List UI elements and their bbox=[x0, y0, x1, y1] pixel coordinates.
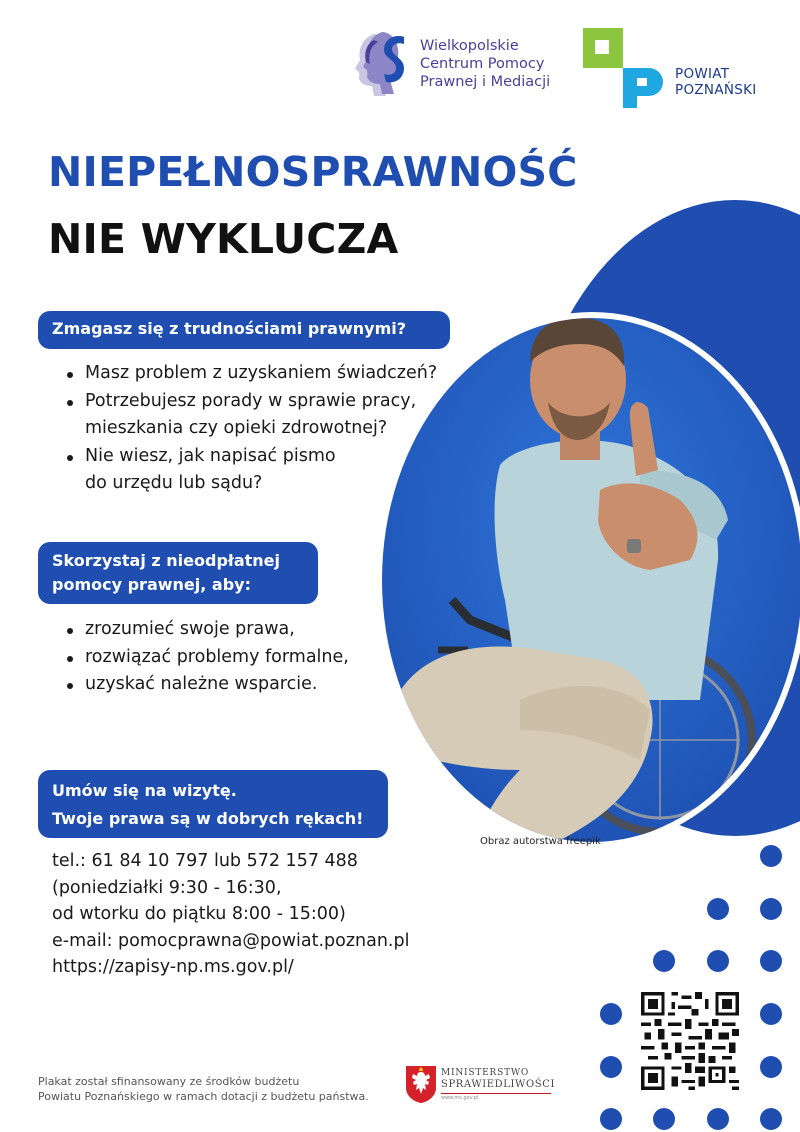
funding-line: Powiatu Poznańskiego w ramach dotacji z budżetu państwa. bbox=[38, 1090, 369, 1103]
headline-line-2: NIE WYKLUCZA bbox=[48, 215, 399, 263]
heading-line: Umów się na wizytę. bbox=[52, 781, 237, 800]
ministry-of-justice-logo bbox=[404, 1064, 564, 1104]
wcp-logo-line: Prawnej i Mediacji bbox=[420, 74, 551, 90]
contact-phone[interactable]: tel.: 61 84 10 797 lub 572 157 488 bbox=[52, 851, 358, 871]
list-item-text: Potrzebujesz porady w sprawie pracy, bbox=[85, 390, 417, 411]
headline-line-1: NIEPEŁNOSPRAWNOŚĆ bbox=[48, 148, 578, 196]
ministry-name-line: MINISTERSTWO bbox=[441, 1068, 530, 1078]
wcp-logo-line: Centrum Pomocy bbox=[420, 56, 545, 72]
list-item-text: Nie wiesz, jak napisać pismo bbox=[85, 445, 336, 466]
contact-booking-link[interactable]: https://zapisy-np.ms.gov.pl/ bbox=[52, 957, 294, 977]
funding-note bbox=[38, 1074, 369, 1104]
heading-line: Twoje prawa są w dobrych rękach! bbox=[52, 809, 364, 828]
list-item-text: Masz problem z uzyskaniem świadczeń? bbox=[85, 363, 438, 383]
heading-line: pomocy prawnej, aby: bbox=[52, 575, 251, 594]
contact-email[interactable]: e-mail: pomocprawna@powiat.poznan.pl bbox=[52, 930, 410, 951]
ministry-website: www.ms.gov.pl bbox=[441, 1095, 479, 1101]
powiat-logo-line: POZNAŃSKI bbox=[675, 82, 757, 98]
contact-hours-line: (poniedziałki 9:30 - 16:30, bbox=[52, 877, 282, 898]
powiat-logo-line: POWIAT bbox=[675, 66, 730, 82]
ministry-divider bbox=[441, 1093, 551, 1094]
polish-eagle-icon bbox=[404, 1064, 438, 1104]
section-heading-legal-problems: Zmagasz się z trudnościami prawnymi? bbox=[38, 311, 450, 349]
list-item: zrozumieć swoje prawa, bbox=[62, 616, 349, 644]
qr-code-icon[interactable] bbox=[641, 992, 739, 1090]
list-item-text: mieszkania czy opieki zdrowotnej? bbox=[85, 418, 388, 438]
photo-credit: Obraz autorstwa freepik bbox=[480, 836, 601, 847]
contact-hours-line: od wtorku do piątku 8:00 - 15:00) bbox=[52, 904, 346, 924]
list-item: uzyskać należne wsparcie. bbox=[62, 671, 349, 699]
list-item: rozwiązać problemy formalne, bbox=[62, 644, 349, 672]
wcp-logo-line: Wielkopolskie bbox=[420, 38, 519, 54]
heading-line: Skorzystaj z nieodpłatnej bbox=[52, 551, 280, 570]
ministry-name-line: SPRAWIEDLIWOŚCI bbox=[441, 1079, 555, 1090]
list-item-text: do urzędu lub sądu? bbox=[85, 473, 263, 493]
funding-line: Plakat został sfinansowany ze środków budżetu bbox=[38, 1075, 300, 1088]
